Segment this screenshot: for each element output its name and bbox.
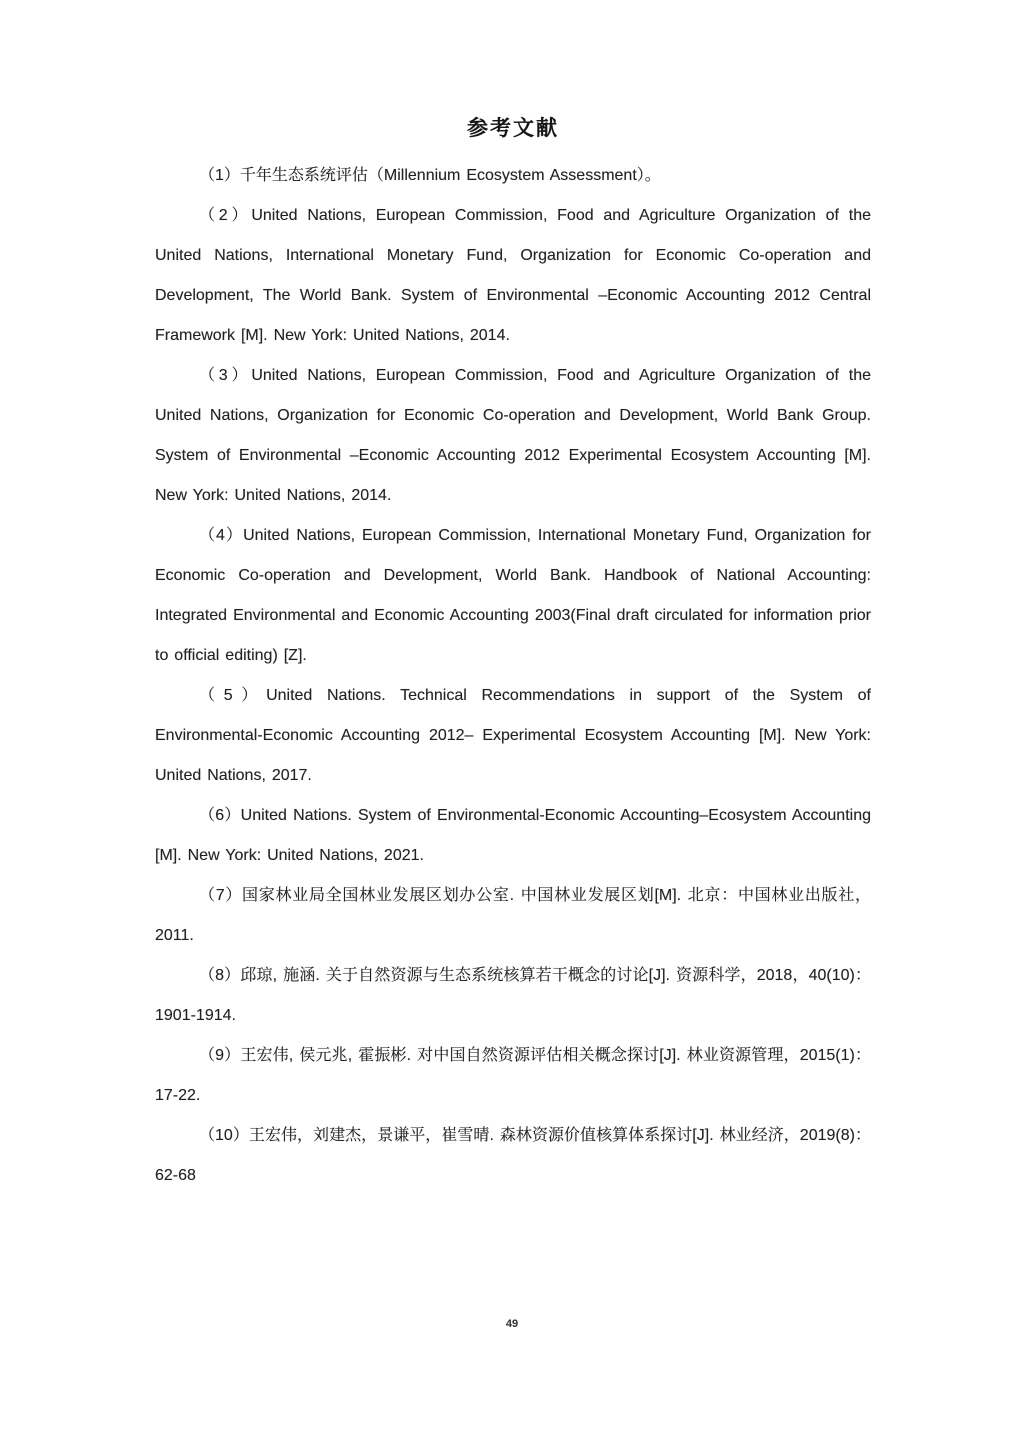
page-content	[155, 112, 871, 1196]
reference-item-7: （7）国家林业局全国林业发展区划办公室. 中国林业发展区划[M]. 北京：中国林业出版社， 2011.	[155, 887, 871, 944]
reference-item-3: （3）United Nations, European Commission, Food and Agriculture Organization of the United Nations, Organization for Economic Co-operation and Development, World Bank Group. System of Environmental –Economic Accounting 2012 Experimental Ecosystem Accounting [M]. New York: United Nations, 2014.	[155, 367, 871, 504]
reference-item-4: （4）United Nations, European Commission, International Monetary Fund, Organization for Economic Co-operation and Development, World Bank. Handbook of National Accounting: Integrated Environmental and Economic Accounting 2003(Final draft circulated for information prior to official editing) [Z].	[155, 527, 871, 664]
reference-item-1: （1）千年生态系统评估（Millennium Ecosystem Assessment）。	[199, 167, 661, 184]
reference-item-9: （9）王宏伟, 侯元兆, 霍振彬. 对中国自然资源评估相关概念探讨[J]. 林业资源管理，2015(1)：17-22.	[155, 1047, 871, 1104]
reference-item-10: （10）王宏伟，刘建杰，景谦平，崔雪晴. 森林资源价值核算体系探讨[J]. 林业经济，2019(8)：62-68	[155, 1127, 871, 1184]
page-title: 参考文献	[467, 116, 559, 140]
reference-item-8: （8）邱琼, 施涵. 关于自然资源与生态系统核算若干概念的讨论[J]. 资源科学，2018，40(10)：1901-1914.	[155, 967, 871, 1024]
page-number: 49	[505, 1318, 519, 1330]
reference-item-5: （5）United Nations. Technical Recommendations in support of the System of Environmental-Economic Accounting 2012– Experimental Ecosystem Accounting [M]. New York: United Nations, 2017.	[155, 687, 871, 784]
references-list	[155, 156, 871, 1196]
reference-item-6: （6）United Nations. System of Environmental-Economic Accounting–Ecosystem Accounting [M]. New York: United Nations, 2021.	[155, 807, 871, 864]
reference-item-2: （2）United Nations, European Commission, Food and Agriculture Organization of the United Nations, International Monetary Fund, Organization for Economic Co-operation and Development, The World Bank. System of Environmental –Economic Accounting 2012 Central Framework [M]. New York: United Nations, 2014.	[155, 207, 871, 344]
